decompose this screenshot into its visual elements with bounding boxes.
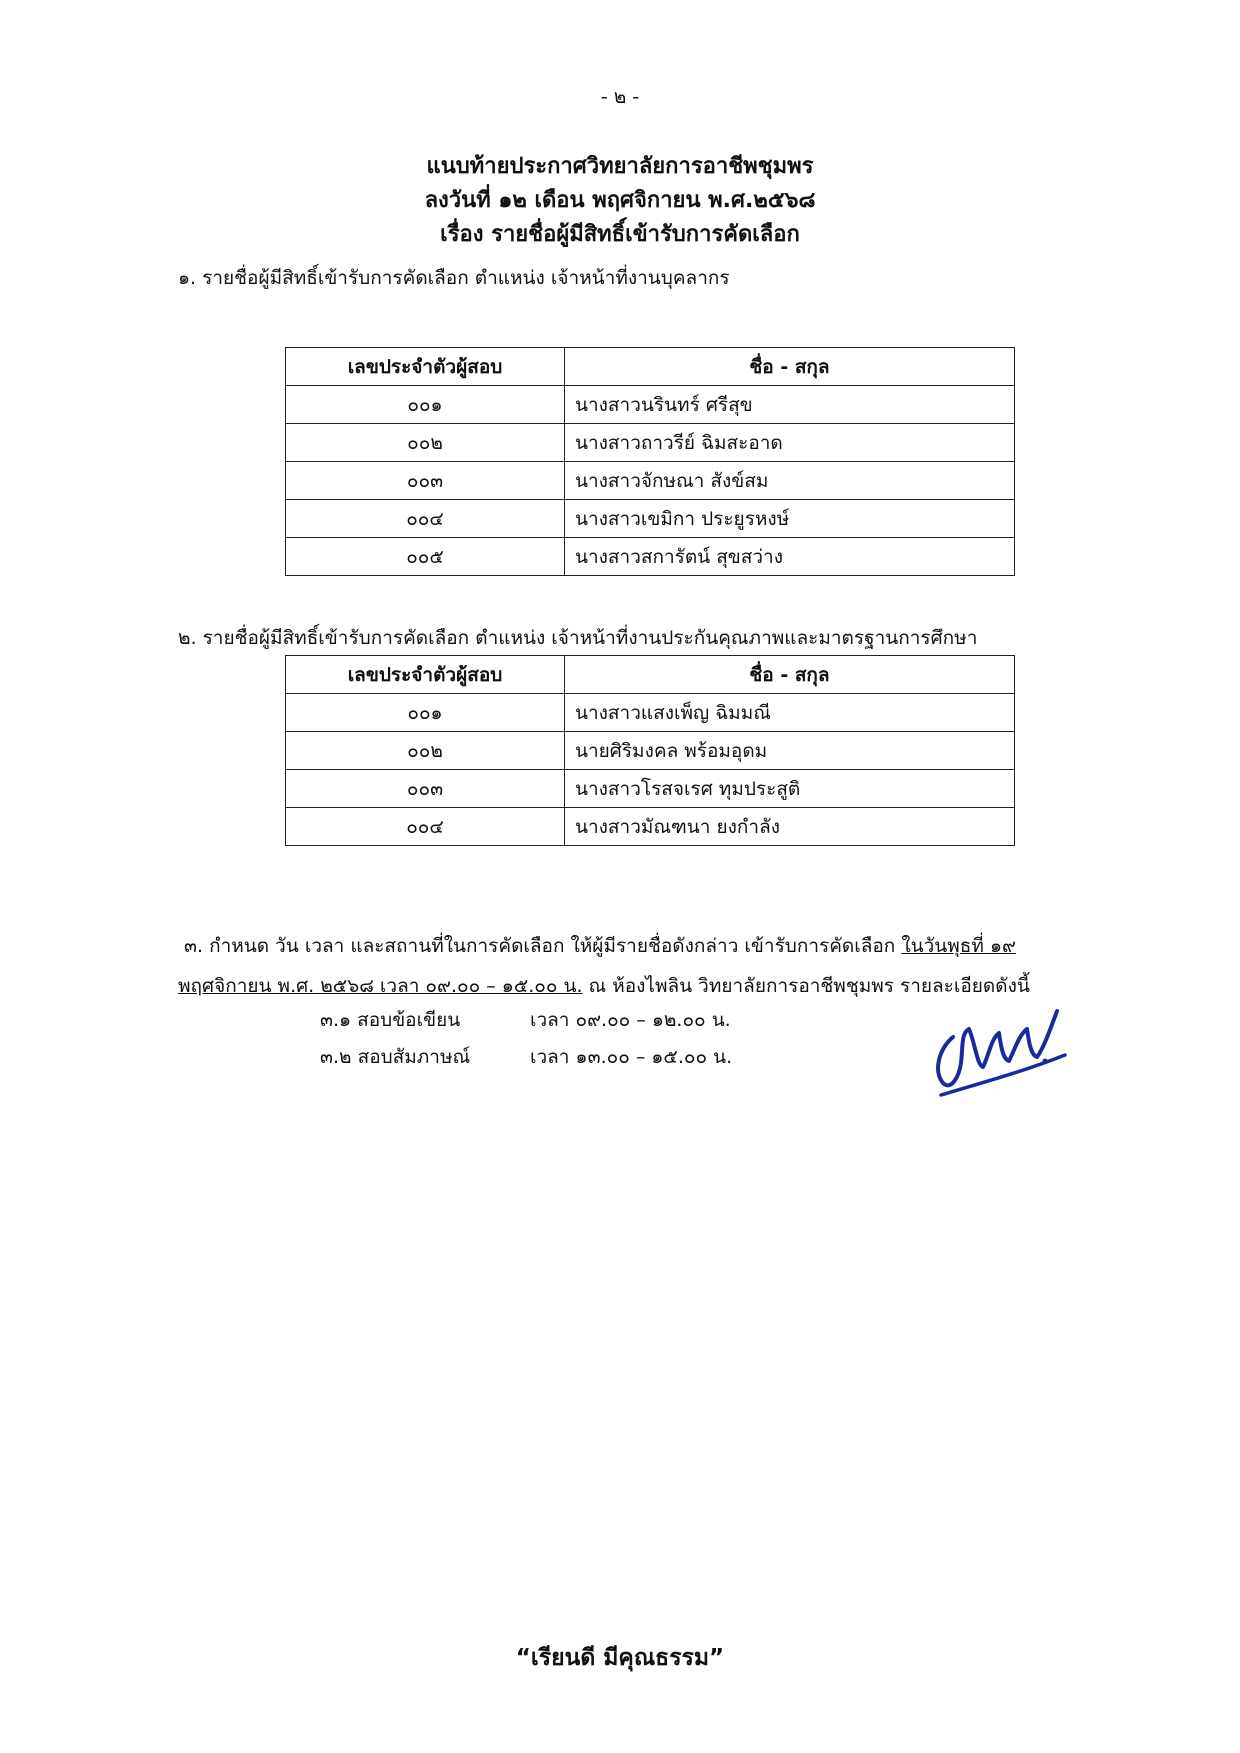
table-row — [286, 386, 1015, 424]
column-header-name: ชื่อ - สกุล — [565, 348, 1015, 386]
table-row — [286, 462, 1015, 500]
candidate-name: นางสาวจักษณา สังข์สม — [565, 462, 1015, 500]
candidate-id: ๐๐๕ — [286, 538, 565, 576]
candidate-id: ๐๐๔ — [286, 500, 565, 538]
table-header-row — [286, 348, 1015, 386]
table-row — [286, 770, 1015, 808]
candidate-id: ๐๐๒ — [286, 732, 565, 770]
section-1-heading: ๑. รายชื่อผู้มีสิทธิ์เข้ารับการคัดเลือก ตำแหน่ง เจ้าหน้าที่งานบุคลากร — [178, 267, 730, 289]
candidate-name: นางสาวสการัตน์ สุขสว่าง — [565, 538, 1015, 576]
announcement-header — [0, 150, 1240, 252]
candidate-name: นางสาวถาวรีย์ ฉิมสะอาด — [565, 424, 1015, 462]
table-row — [286, 732, 1015, 770]
candidate-id: ๐๐๒ — [286, 424, 565, 462]
candidate-id: ๐๐๓ — [286, 770, 565, 808]
section-2-heading: ๒. รายชื่อผู้มีสิทธิ์เข้ารับการคัดเลือก ตำแหน่ง เจ้าหน้าที่งานประกันคุณภาพและมาตรฐานการศึกษา — [178, 627, 978, 649]
motto: “เรียนดี มีคุณธรรม” — [515, 1645, 725, 1671]
table-row — [286, 424, 1015, 462]
section-3-date-underlined: ในวันพุธที่ ๑๙ พฤศจิกายน พ.ศ. ๒๕๖๘ เวลา ๐๙.๐๐ – ๑๕.๐๐ น. — [178, 935, 1016, 997]
table-header-row — [286, 656, 1015, 694]
candidate-name: นายศิริมงคล พร้อมอุดม — [565, 732, 1015, 770]
table-row — [286, 694, 1015, 732]
section-1-table — [285, 347, 1015, 576]
schedule-item — [320, 1002, 732, 1039]
schedule-item-time: เวลา ๑๓.๐๐ – ๑๕.๐๐ น. — [530, 1046, 733, 1068]
schedule-item — [320, 1039, 732, 1076]
table-row — [286, 538, 1015, 576]
candidate-name: นางสาวมัณฑนา ยงกำลัง — [565, 808, 1015, 846]
candidate-name: นางสาวเขมิกา ประยูรหงษ์ — [565, 500, 1015, 538]
schedule-item-label: ๓.๒ สอบสัมภาษณ์ — [320, 1046, 471, 1068]
section-3-text-start: ๓. กำหนด วัน เวลา และสถานที่ในการคัดเลือก ให้ผู้มีรายชื่อดังกล่าว เข้ารับการคัดเลือก — [184, 935, 902, 957]
table-row — [286, 808, 1015, 846]
column-header-id: เลขประจำตัวผู้สอบ — [286, 348, 565, 386]
candidate-name: นางสาวนรินทร์ ศรีสุข — [565, 386, 1015, 424]
candidate-id: ๐๐๔ — [286, 808, 565, 846]
candidate-name: นางสาวโรสจเรศ ทุมประสูติ — [565, 770, 1015, 808]
candidate-id: ๐๐๑ — [286, 694, 565, 732]
candidate-id: ๐๐๓ — [286, 462, 565, 500]
candidate-id: ๐๐๑ — [286, 386, 565, 424]
section-3-text-end: ณ ห้องไพลิน วิทยาลัยการอาชีพชุมพร รายละเอียดดังนี้ — [582, 975, 1030, 997]
schedule-item-label: ๓.๑ สอบข้อเขียน — [320, 1009, 461, 1031]
candidate-name: นางสาวแสงเพ็ญ ฉิมมณี — [565, 694, 1015, 732]
header-line-2: ลงวันที่ ๑๒ เดือน พฤศจิกายน พ.ศ.๒๕๖๘ — [424, 188, 816, 213]
exam-schedule — [320, 1002, 732, 1076]
column-header-id: เลขประจำตัวผู้สอบ — [286, 656, 565, 694]
column-header-name: ชื่อ - สกุล — [565, 656, 1015, 694]
page-number: - ๒ - — [600, 86, 640, 108]
header-line-3: เรื่อง รายชื่อผู้มีสิทธิ์เข้ารับการคัดเลือก — [440, 222, 800, 247]
signature-icon — [925, 985, 1075, 1105]
header-line-1: แนบท้ายประกาศวิทยาลัยการอาชีพชุมพร — [426, 154, 814, 179]
schedule-item-time: เวลา ๐๙.๐๐ – ๑๒.๐๐ น. — [530, 1009, 731, 1031]
section-2-table — [285, 655, 1015, 846]
table-row — [286, 500, 1015, 538]
